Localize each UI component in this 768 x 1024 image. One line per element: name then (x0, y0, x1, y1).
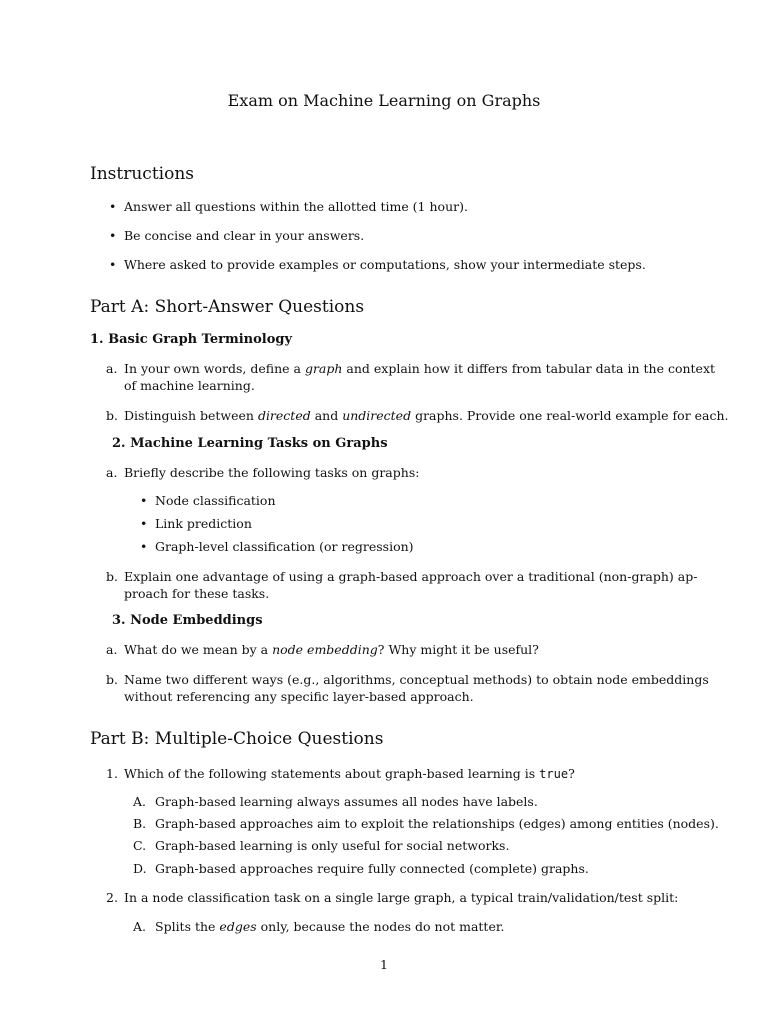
question-text: without referencing any specific layer-based approach. (124, 689, 474, 704)
item-label: b. (106, 672, 118, 687)
question-text: Which of the following statements about graph-based learning is true? (124, 766, 575, 781)
exam-title: Exam on Machine Learning on Graphs (227, 91, 541, 110)
question-text: Explain one advantage of using a graph-based approach over a traditional (non-graph) ap- (124, 569, 698, 584)
item-label: b. (106, 569, 118, 584)
part-b-heading: Part B: Multiple-Choice Questions (90, 729, 384, 749)
instructions-heading: Instructions (90, 164, 194, 184)
option-text: Graph-based approaches require fully connected (complete) graphs. (155, 861, 589, 876)
question-text: proach for these tasks. (124, 586, 270, 601)
option-label: D. (133, 861, 147, 876)
question-text: In a node classification task on a single large graph, a typical train/validation/test split: (124, 890, 679, 905)
question-text: of machine learning. (124, 378, 255, 393)
task-item: • Graph-level classification (or regression) (155, 538, 414, 555)
part-a-heading: Part A: Short-Answer Questions (90, 297, 365, 317)
question-text: In your own words, define a graph and explain how it differs from tabular data in the context (124, 361, 716, 376)
option-text: Graph-based approaches aim to exploit the relationships (edges) among entities (nodes). (155, 816, 719, 831)
question-text: What do we mean by a node embedding? Why might it be useful? (124, 642, 539, 657)
item-label: 2. (106, 890, 118, 905)
item-label: a. (106, 465, 118, 480)
option-label: C. (133, 838, 147, 853)
option-text: Splits the edges only, because the nodes do not matter. (155, 919, 505, 934)
question-text: Briefly describe the following tasks on graphs: (124, 465, 420, 480)
item-label: 1. (106, 766, 118, 781)
option-text: Graph-based learning always assumes all nodes have labels. (155, 794, 538, 809)
question-heading-ml-tasks: 2. Machine Learning Tasks on Graphs (112, 436, 388, 451)
instruction-item: • Answer all questions within the allotted time (1 hour). (124, 198, 468, 215)
task-item: • Node classification (155, 492, 276, 509)
question-heading-graph-terminology: 1. Basic Graph Terminology (90, 332, 293, 347)
instruction-item: • Where asked to provide examples or computations, show your intermediate steps. (124, 256, 646, 273)
task-item: • Link prediction (155, 515, 252, 532)
question-heading-node-embeddings: 3. Node Embeddings (112, 613, 263, 628)
question-text: Name two different ways (e.g., algorithms, conceptual methods) to obtain node embeddings (124, 672, 709, 687)
option-text: Graph-based learning is only useful for social networks. (155, 838, 510, 853)
option-label: A. (133, 794, 147, 809)
option-label: B. (133, 816, 147, 831)
question-text: Distinguish between directed and undirected graphs. Provide one real-world example for each. (124, 408, 729, 423)
item-label: a. (106, 642, 118, 657)
option-label: A. (133, 919, 147, 934)
page-number: 1 (380, 957, 388, 972)
item-label: a. (106, 361, 118, 376)
item-label: b. (106, 408, 118, 423)
instruction-item: • Be concise and clear in your answers. (124, 227, 364, 244)
